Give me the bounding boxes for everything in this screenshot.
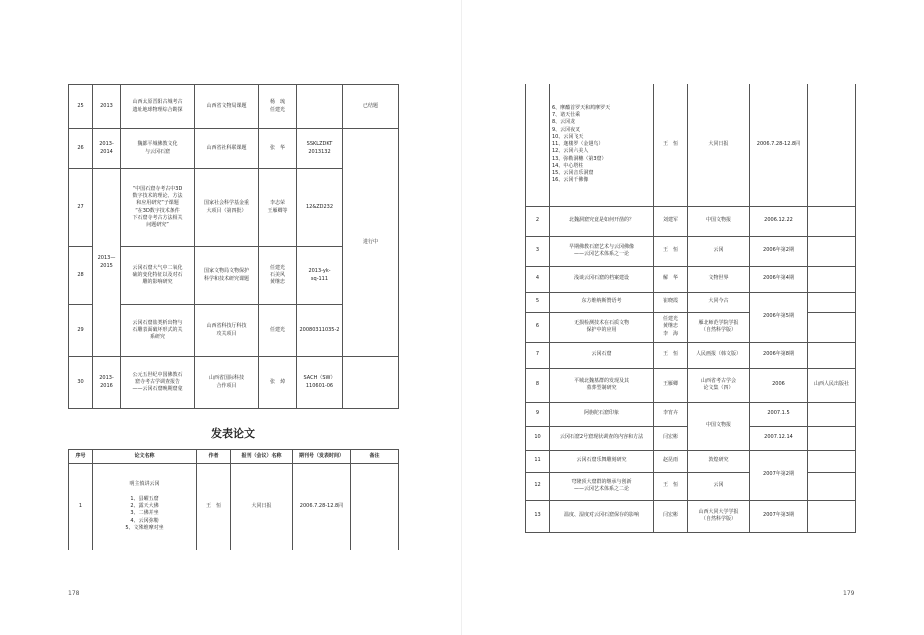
row-person: 杨 琉 任建光: [259, 85, 297, 129]
row-code: [297, 85, 343, 129]
row-no: 27: [69, 169, 93, 247]
row-name: 山西太原晋阳古城考古 遗址地球物理综合勘探: [121, 85, 195, 129]
row-venue: 云冈: [688, 472, 750, 500]
row-no: 1: [69, 464, 93, 550]
row-author: 刘建军: [654, 206, 688, 236]
row-note: [808, 342, 856, 368]
papers-table-right: [525, 84, 856, 533]
row-name: 云冈石窟: [550, 342, 654, 368]
row-venue: 敦煌研究: [688, 450, 750, 472]
col-header: 期刊号（发表时间）: [293, 450, 351, 464]
row-no: 29: [69, 305, 93, 357]
row-note: 山西人民出版社: [808, 368, 856, 402]
row-status: 已结题: [343, 85, 399, 129]
row-name: 云冈石窟乐舞雕刻研究: [550, 450, 654, 472]
row-name: 公元五世纪中国佛教石 窟寺考古学调查报告 ——云冈石窟晚期窟龛: [121, 357, 195, 409]
row-note: [808, 292, 856, 312]
row-no: 8: [526, 368, 550, 402]
row-author: 王 恒: [197, 464, 231, 550]
row-person: 任建光 石美风 黄继忠: [259, 247, 297, 305]
row-code: 20080311035-2: [297, 305, 343, 357]
row-author: 闫宏彬: [654, 426, 688, 450]
table-row: [526, 368, 856, 402]
row-no: 28: [69, 247, 93, 305]
row-date: 2006: [750, 368, 808, 402]
merged-date: 2006年第5期: [750, 292, 808, 342]
col-header: 报刊（会议）名称: [231, 450, 293, 464]
row-source: 国家文物局文物保护 科学和技术研究课题: [195, 247, 259, 305]
row-note: [808, 472, 856, 500]
row-note: [808, 266, 856, 292]
col-header: 序号: [69, 450, 93, 464]
row-venue: 人民画报（韩文版）: [688, 342, 750, 368]
row-no: [526, 84, 550, 206]
row-venue: 山西省考古学会 论文集（四）: [688, 368, 750, 402]
row-author: 解 华: [654, 266, 688, 292]
merged-venue: 中国文物报: [688, 402, 750, 450]
row-author: 闫宏彬: [654, 500, 688, 532]
row-no: 30: [69, 357, 93, 409]
row-note: [808, 500, 856, 532]
row-source: 国家社会科学基金重 大项目（第四批）: [195, 169, 259, 247]
row-year: 2013- 2014: [93, 129, 121, 169]
row-year: 2013- 2016: [93, 357, 121, 409]
row-author: 赵昆雨: [654, 450, 688, 472]
table-row: [526, 450, 856, 472]
row-venue: 中国文物报: [688, 206, 750, 236]
row-no: 12: [526, 472, 550, 500]
row-author: 王 恒: [654, 84, 688, 206]
row-note: [808, 426, 856, 450]
row-code: SSKLZDKT 2013132: [297, 129, 343, 169]
row-source: 山西省科技厅科技 攻关项目: [195, 305, 259, 357]
row-no: 4: [526, 266, 550, 292]
row-note: [808, 206, 856, 236]
row-venue: 云冈: [688, 236, 750, 266]
row-name: 浅谈云冈石窟的档案建设: [550, 266, 654, 292]
row-date: 2006年第2期: [750, 236, 808, 266]
merged-year: 2013— 2015: [93, 169, 121, 357]
row-person: 张 焯: [259, 357, 297, 409]
row-venue: 雁北师范学院学报 （自然科学版）: [688, 312, 750, 342]
row-code: 2013-yk- sq-111: [297, 247, 343, 305]
row-name: “中国石窟寺考古中3D 数字技术的理论、方法 和应用研究”子课题 “在3D数字技术条件 下石窟寺考古方法相关 问题研究”: [121, 169, 195, 247]
row-name: 明主慎讲云冈 1、县曜五窟 2、露天大佛 3、二佛并坐 4、云冈弥勒 5、文殊维摩对坐: [93, 464, 197, 550]
row-no: 5: [526, 292, 550, 312]
row-date: 2006.7.28-12.8同: [293, 464, 351, 550]
table-row: [526, 266, 856, 292]
row-name: 东方维纳斯赞语考: [550, 292, 654, 312]
row-date: 2006年第8期: [750, 342, 808, 368]
section-title: 发表论文: [211, 427, 255, 440]
row-name: 魏都平城佛教文化 与云冈石窟: [121, 129, 195, 169]
row-source: 山西省社科联课题: [195, 129, 259, 169]
row-name: 云冈石窟大气中二氧化 硫的变化特征以及对石 雕的影响研究: [121, 247, 195, 305]
row-source: 山西省国际科技 合作项目: [195, 357, 259, 409]
row-author: 崔晓霞: [654, 292, 688, 312]
row-name: 云冈石窟盐类析出物与 石雕表面破坏形式的关 系研究: [121, 305, 195, 357]
row-author: 王雁卿: [654, 368, 688, 402]
row-no: 2: [526, 206, 550, 236]
row-venue: 大同日报: [231, 464, 293, 550]
table-row: [69, 129, 399, 169]
row-note: [808, 84, 856, 206]
row-name: 早期佛教石窟艺术与云冈佛像 ——云冈艺术体系之一论: [550, 236, 654, 266]
row-venue: 大同日报: [688, 84, 750, 206]
table-row: [526, 342, 856, 368]
merged-date: 2007年第2期: [750, 450, 808, 500]
row-name: 平城北魏墓群的发现及其 墓葬型制研究: [550, 368, 654, 402]
row-person: 张 华: [259, 129, 297, 169]
table-row: [526, 206, 856, 236]
row-name: 云冈石窟2号窟现状调查的内容和方法: [550, 426, 654, 450]
col-header: 备注: [351, 450, 399, 464]
row-name: 北魏洞窟究竟是如何开凿的？: [550, 206, 654, 236]
row-author: 王 恒: [654, 236, 688, 266]
row-date: 2006年第4期: [750, 266, 808, 292]
row-date: 2007.12.14: [750, 426, 808, 450]
row-date: 2006.7.28-12.8同: [750, 84, 808, 206]
row-name: 阿旃陀石窟印象: [550, 402, 654, 426]
row-no: 25: [69, 85, 93, 129]
row-author: 任建光 黄继忠 李 海: [654, 312, 688, 342]
row-author: 李宵卉: [654, 402, 688, 426]
papers-table-left: [68, 449, 399, 550]
col-header: 论文名称: [93, 450, 197, 464]
row-name: 6、摩醯首罗天和鸠摩罗天 7、诸天仕乘 8、云冈龙 9、云冈夜叉 10、云冈飞天 11、迦楼罗（金翅鸟） 12、云冈六美人 13、弥勒洞穗（第3窟） 14、中心塔柱 15、云冈音乐洞窟 16、云冈千佛像: [550, 84, 654, 206]
row-date: 2007.1.5: [750, 402, 808, 426]
row-person: 李志荣 王雁卿等: [259, 169, 297, 247]
table-row: [69, 85, 399, 129]
row-year: 2013: [93, 85, 121, 129]
row-no: 10: [526, 426, 550, 450]
merged-status: 进行中: [343, 129, 399, 357]
row-code: SACH（SW） 110601-06: [297, 357, 343, 409]
row-venue: 大同今古: [688, 292, 750, 312]
projects-table: [68, 84, 399, 409]
row-note: [351, 464, 399, 550]
row-code: 12&ZD232: [297, 169, 343, 247]
row-date: 2006.12.22: [750, 206, 808, 236]
row-source: 山西省文物局课题: [195, 85, 259, 129]
row-no: 11: [526, 450, 550, 472]
row-no: 6: [526, 312, 550, 342]
table-row: [69, 357, 399, 409]
row-no: 26: [69, 129, 93, 169]
row-no: 3: [526, 236, 550, 266]
table-row: [526, 500, 856, 532]
table-row: [526, 84, 856, 206]
row-note: [808, 450, 856, 472]
row-venue: 文物世界: [688, 266, 750, 292]
col-header: 作者: [197, 450, 231, 464]
row-no: 13: [526, 500, 550, 532]
table-row: [526, 292, 856, 312]
page-number: 179: [843, 590, 855, 597]
row-no: 9: [526, 402, 550, 426]
row-name: 无损检测技术在石质文物 保护中的应用: [550, 312, 654, 342]
table-row: [526, 236, 856, 266]
row-date: 2007年第3期: [750, 500, 808, 532]
table-header-row: [69, 450, 399, 464]
row-note: [808, 236, 856, 266]
row-status: [343, 357, 399, 409]
row-author: 王 恒: [654, 472, 688, 500]
row-note: [808, 402, 856, 426]
page-number: 178: [68, 590, 80, 597]
row-no: 7: [526, 342, 550, 368]
row-note: [808, 312, 856, 342]
table-row: [69, 464, 399, 550]
row-person: 任建光: [259, 305, 297, 357]
row-name: 穹隆顶大窟群的继承与创新 ——云冈艺术体系之二论: [550, 472, 654, 500]
table-row: [526, 402, 856, 426]
row-venue: 山西大同大学学报 （自然科学版）: [688, 500, 750, 532]
row-name: 温度、湿度对云冈石窟保存的影响: [550, 500, 654, 532]
row-author: 王 恒: [654, 342, 688, 368]
